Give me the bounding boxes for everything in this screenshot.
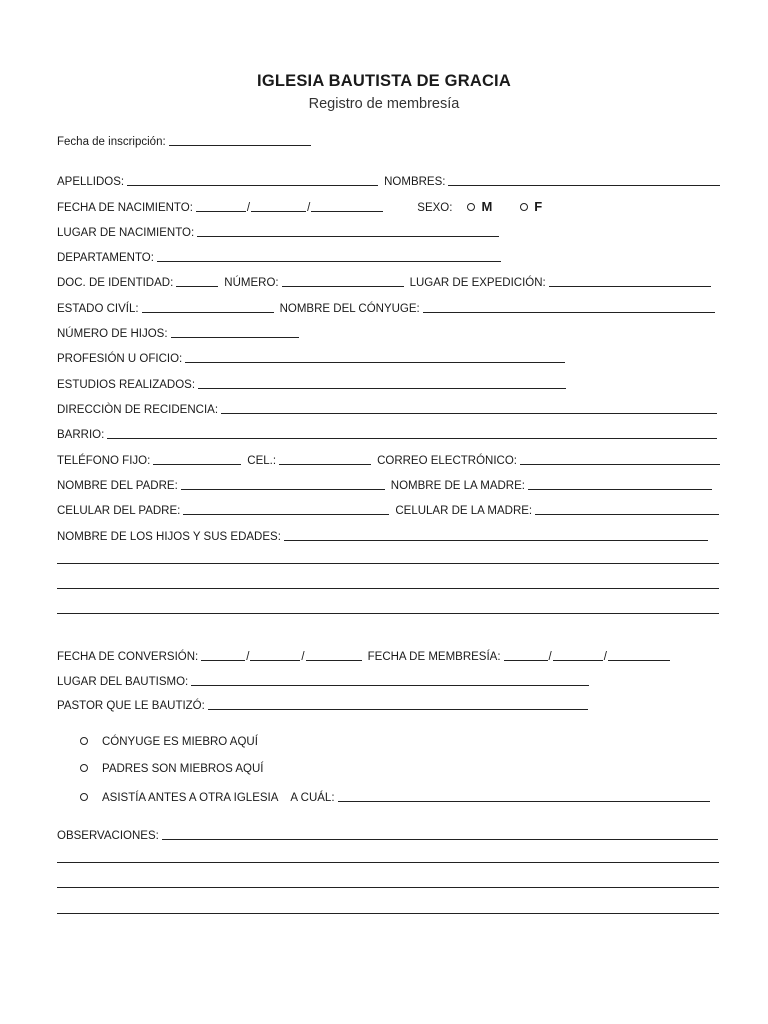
circle-outline-icon[interactable]	[80, 793, 88, 801]
date-separator: /	[548, 651, 552, 663]
label-nombre-padre: NOMBRE DEL PADRE:	[57, 480, 178, 492]
field-apellidos[interactable]	[127, 173, 378, 186]
label-pastor: PASTOR QUE LE BAUTIZÓ:	[57, 700, 205, 712]
label-otra-iglesia: ASISTÍA ANTES A OTRA IGLESIA	[102, 792, 279, 804]
label-lugar-expedicion: LUGAR DE EXPEDICIÓN:	[409, 277, 546, 289]
field-nombre-hijos[interactable]	[284, 528, 708, 541]
option-m: M	[481, 199, 493, 214]
row-telefono	[57, 449, 720, 467]
field-mes-conversion[interactable]	[250, 648, 300, 661]
date-separator: /	[307, 202, 311, 214]
option-f: F	[534, 199, 543, 214]
label-observaciones: OBSERVACIONES:	[57, 830, 159, 842]
field-cel[interactable]	[279, 452, 371, 465]
label-profesion: PROFESIÓN U OFICIO:	[57, 353, 183, 365]
field-fecha-inscripcion[interactable]	[169, 133, 311, 146]
row-observaciones	[57, 824, 718, 842]
row-apellidos	[57, 170, 720, 188]
label-numero: NÚMERO:	[224, 277, 279, 289]
field-doc-identidad[interactable]	[176, 274, 218, 287]
row-barrio	[57, 423, 717, 441]
field-dia-nacimiento[interactable]	[196, 199, 246, 212]
date-separator: /	[301, 651, 305, 663]
circle-outline-icon[interactable]	[80, 764, 88, 772]
field-numero-hijos[interactable]	[171, 325, 299, 338]
field-telefono-fijo[interactable]	[153, 452, 241, 465]
row-nombre-padres	[57, 474, 712, 492]
row-direccion	[57, 398, 717, 416]
field-profesion[interactable]	[185, 350, 565, 363]
row-numero-hijos	[57, 322, 299, 340]
circle-outline-icon[interactable]	[80, 737, 88, 745]
row-estudios	[57, 373, 566, 391]
date-separator: /	[246, 202, 251, 214]
label-fecha-membresia: FECHA DE MEMBRESÍA:	[367, 651, 501, 663]
field-mes-nacimiento[interactable]	[251, 199, 306, 212]
field-direccion[interactable]	[221, 401, 717, 414]
label-barrio: BARRIO:	[57, 429, 105, 441]
field-celular-padre[interactable]	[183, 502, 389, 515]
field-lugar-nacimiento[interactable]	[197, 224, 499, 237]
radio-f-icon[interactable]	[520, 203, 528, 211]
field-anio-nacimiento[interactable]	[311, 199, 383, 212]
field-nombre-padre[interactable]	[181, 477, 385, 490]
row-fechas-conversion	[57, 645, 670, 663]
label-estudios: ESTUDIOS REALIZADOS:	[57, 379, 196, 391]
form-title: IGLESIA BAUTISTA DE GRACIA	[257, 72, 511, 90]
label-telefono-fijo: TELÉFONO FIJO:	[57, 455, 151, 467]
row-doc-identidad	[57, 271, 711, 289]
field-barrio[interactable]	[107, 426, 717, 439]
label-nombre-conyuge: NOMBRE DEL CÓNYUGE:	[279, 303, 420, 315]
row-estado-civil	[57, 297, 715, 315]
label-direccion: DIRECCIÒN DE RECIDENCIA:	[57, 404, 219, 416]
label-celular-padre: CELULAR DEL PADRE:	[57, 505, 181, 517]
label-lugar-bautismo: LUGAR DEL BAUTISMO:	[57, 676, 189, 688]
label-nombre-hijos: NOMBRE DE LOS HIJOS Y SUS EDADES:	[57, 531, 281, 543]
label-fecha-conversion: FECHA DE CONVERSIÓN:	[57, 651, 199, 663]
row-celular-padres	[57, 499, 719, 517]
field-numero[interactable]	[282, 274, 404, 287]
label-padres: PADRES SON MIEBROS AQUÍ	[102, 763, 264, 775]
option-conyuge[interactable]	[80, 730, 258, 748]
radio-m-icon[interactable]	[467, 203, 475, 211]
label-lugar-nacimiento: LUGAR DE NACIMIENTO:	[57, 227, 195, 239]
field-hijos-line-2[interactable]	[57, 563, 719, 564]
field-anio-conversion[interactable]	[306, 648, 362, 661]
field-celular-madre[interactable]	[535, 502, 719, 515]
row-fecha-nacimiento	[57, 196, 570, 214]
label-celular-madre: CELULAR DE LA MADRE:	[395, 505, 533, 517]
label-sexo: SEXO:	[417, 202, 453, 214]
label-nombres: NOMBRES:	[384, 176, 446, 188]
field-observaciones-line-4[interactable]	[57, 913, 719, 914]
row-lugar-nacimiento	[57, 221, 499, 239]
label-cel: CEL.:	[247, 455, 277, 467]
field-mes-membresia[interactable]	[553, 648, 603, 661]
row-departamento	[57, 246, 501, 264]
field-observaciones[interactable]	[162, 827, 718, 840]
row-fecha-inscripcion	[57, 130, 311, 148]
field-observaciones-line-3[interactable]	[57, 887, 719, 888]
row-lugar-bautismo	[57, 670, 589, 688]
label-apellidos: APELLIDOS:	[57, 176, 125, 188]
field-estudios[interactable]	[198, 376, 566, 389]
label-conyuge: CÓNYUGE ES MIEBRO AQUÍ	[102, 736, 258, 748]
field-nombre-madre[interactable]	[528, 477, 712, 490]
field-dia-conversion[interactable]	[201, 648, 245, 661]
field-pastor[interactable]	[208, 697, 588, 710]
field-cual[interactable]	[338, 789, 710, 802]
row-nombre-hijos	[57, 525, 708, 543]
label-doc-identidad: DOC. DE IDENTIDAD:	[57, 277, 174, 289]
label-fecha-nacimiento: FECHA DE NACIMIENTO:	[57, 202, 193, 214]
label-estado-civil: ESTADO CIVÍL:	[57, 303, 139, 315]
option-otra-iglesia[interactable]	[80, 786, 710, 804]
field-departamento[interactable]	[157, 249, 501, 262]
label-nombre-madre: NOMBRE DE LA MADRE:	[390, 480, 525, 492]
date-separator: /	[246, 651, 250, 663]
field-hijos-line-3[interactable]	[57, 588, 719, 589]
field-dia-membresia[interactable]	[504, 648, 548, 661]
field-hijos-line-4[interactable]	[57, 613, 719, 614]
field-nombre-conyuge[interactable]	[423, 300, 715, 313]
field-lugar-expedicion[interactable]	[549, 274, 711, 287]
date-separator: /	[603, 651, 607, 663]
label-correo: CORREO ELECTRÓNICO:	[377, 455, 517, 467]
field-anio-membresia[interactable]	[608, 648, 670, 661]
row-pastor	[57, 694, 588, 712]
field-observaciones-line-2[interactable]	[57, 862, 719, 863]
field-estado-civil[interactable]	[142, 300, 274, 313]
label-fecha-inscripcion: Fecha de inscripción:	[57, 136, 166, 148]
label-cual: A CUÁL:	[290, 792, 335, 804]
field-correo[interactable]	[520, 452, 720, 465]
label-departamento: DEPARTAMENTO:	[57, 252, 154, 264]
form-subtitle: Registro de membresía	[308, 96, 460, 112]
field-lugar-bautismo[interactable]	[191, 673, 589, 686]
field-nombres[interactable]	[448, 173, 720, 186]
option-padres[interactable]	[80, 757, 263, 775]
label-numero-hijos: NÚMERO DE HIJOS:	[57, 328, 168, 340]
row-profesion	[57, 347, 565, 365]
